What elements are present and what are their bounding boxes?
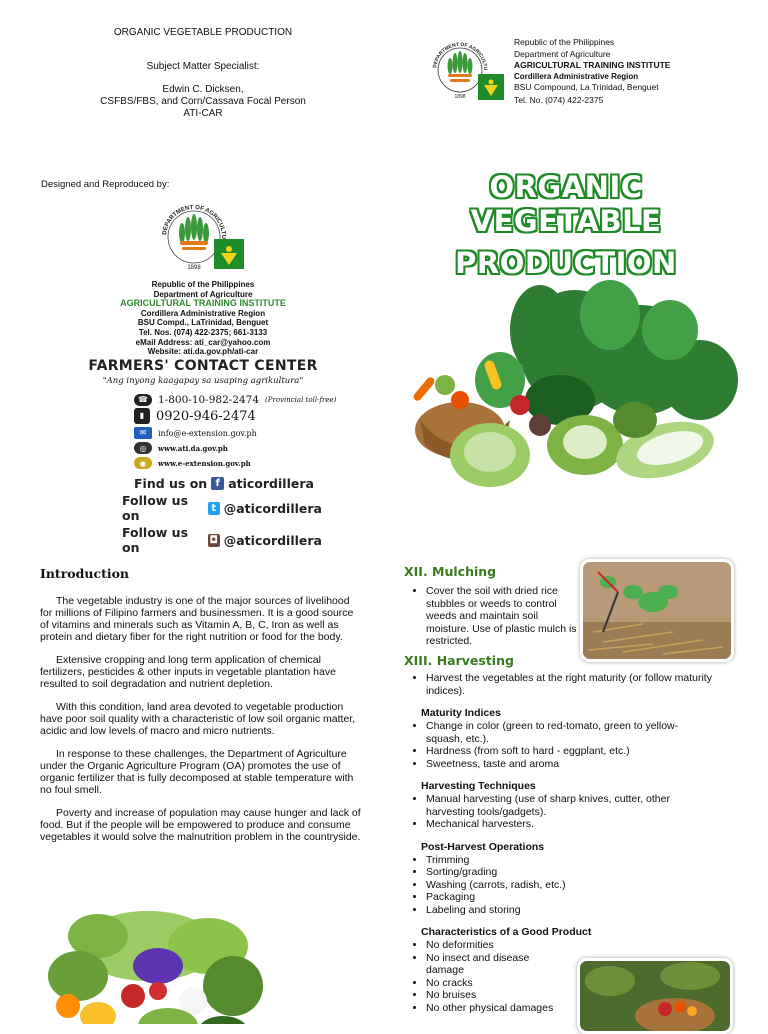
logo-year: 1898 (187, 265, 201, 271)
social-links (122, 476, 322, 555)
post-harvest-item: • Packaging (426, 891, 714, 904)
front-header-address (514, 37, 734, 107)
intro-p3: With this condition, land area devoted to vegetable production have poor soil quality with a characteristic of low soil organic matter, acidic and low levels of macro and micro nutrients. (40, 701, 356, 737)
mulching-photo (580, 559, 734, 662)
vegetable-basket-image (400, 270, 745, 505)
cover-title (398, 170, 734, 280)
specialist-role: CSFBS/FBS, and Corn/Cassava Focal Person (100, 96, 306, 107)
post-harvest-item: • Labeling and storing (426, 904, 714, 917)
farmers-contact-center (60, 358, 346, 386)
specialist-label: Subject Matter Specialist: (146, 61, 260, 72)
logo-year-small: 1898 (454, 94, 466, 100)
mobile-icon: ▮ (134, 408, 150, 424)
facebook-icon[interactable]: f (211, 477, 224, 490)
ig-handle[interactable]: @aticordillera (223, 532, 322, 548)
good-product-list (404, 939, 558, 1014)
post-harvest-list (404, 854, 714, 917)
cover-title-line2: PRODUCTION (455, 246, 677, 280)
front-line6: Tel. No. (074) 422-2375 (514, 95, 604, 105)
fcc-mobile: 0920-946-2474 (156, 408, 256, 424)
web-icon: ◉ (134, 457, 152, 469)
logo-ring-text: DEPARTMENT OF AGRICULTU (162, 204, 227, 239)
fcc-contacts (134, 394, 344, 469)
ati-address-block (80, 280, 326, 357)
ati-line7: eMail Address: ati_car@yahoo.com (135, 337, 271, 347)
introduction-section (40, 566, 362, 854)
techniques-list (404, 793, 714, 831)
da-ati-logo-small (430, 36, 510, 102)
tw-prefix: Follow us on (122, 493, 189, 523)
mulching-section (404, 564, 580, 648)
maturity-item: • Hardness (from soft to hard - eggplant, etc.) (426, 745, 714, 758)
specialist-name: Edwin C. Dicksen, (162, 84, 244, 95)
fcc-site1[interactable]: www.ati.da.gov.ph (158, 443, 228, 453)
fcc-title: FARMERS' CONTACT CENTER (88, 358, 318, 374)
twitter-icon[interactable]: t (208, 502, 220, 515)
specialist-org: ATI-CAR (183, 108, 223, 119)
instagram-icon[interactable]: ◘ (209, 534, 218, 546)
intro-p1: The vegetable industry is one of the major sources of livelihood for millions of Filipino farmers and businessmen. It is a good source of vitamins and minerals such as Vitamin A, B, C, Iron as well as protein and dietary fiber for the right nutrition or food for the body. (40, 595, 354, 643)
ig-prefix: Follow us on (122, 525, 189, 555)
fcc-tollfree-note: (Provincial toll-free) (265, 396, 337, 404)
good-product-title: Characteristics of a Good Product (421, 926, 592, 938)
intro-p5: Poverty and increase of population may cause hunger and lack of food. But if the people will be empowered to produce and consume vegetables it would solve the malnutrition problem in the countryside. (40, 807, 361, 843)
technique-item: • Mechanical harvesters. (426, 818, 714, 831)
phone-icon: ☎ (134, 394, 152, 406)
good-product-item: • No bruises (426, 989, 558, 1002)
good-product-item: • No insect and disease damage (426, 952, 558, 977)
fb-handle[interactable]: aticordillera (228, 476, 314, 491)
ati-line3: AGRICULTURAL TRAINING INSTITUTE (120, 298, 286, 309)
maturity-item: • Sweetness, taste and aroma (426, 758, 714, 771)
techniques-title: Harvesting Techniques (421, 780, 536, 792)
technique-item: • Manual harvesting (use of sharp knives, cutter, other harvesting tools/gadgets). (426, 793, 714, 818)
back-title: ORGANIC VEGETABLE PRODUCTION (113, 27, 293, 38)
mulching-text: • Cover the soil with dried rice stubbles or weeds to control weeds and maintain soil moisture. Use of plastic mulch is restricted. (426, 585, 580, 648)
fcc-tagline: "Ang inyong kaagapay sa usaping agrikultura" (102, 376, 304, 386)
fcc-tollfree: 1-800-10-982-2474 (158, 394, 260, 406)
post-harvest-title: Post-Harvest Operations (421, 840, 545, 853)
da-ati-logo (158, 195, 248, 275)
post-harvest-item: • Sorting/grading (426, 866, 714, 879)
ati-line6: Tel. Nos. (074) 422-2375; 661-3133 (138, 327, 268, 337)
intro-p2: Extensive cropping and long term application of chemical fertilizers, pesticides & other inputs in vegetable plantation have resulted to soil degradation and nutrient depletion. (40, 654, 336, 690)
front-line4: Cordillera Administrative Region (514, 71, 639, 81)
good-product-item: • No other physical damages (426, 1002, 558, 1015)
harvesting-heading: XIII. Harvesting (404, 653, 514, 668)
intro-heading: Introduction (40, 566, 130, 581)
back-panel-header (40, 27, 366, 120)
vegetables-pile-image (38, 906, 263, 1024)
fcc-email[interactable]: info@e-extension.gov.ph (158, 428, 257, 438)
harvest-basket-photo (577, 958, 733, 1034)
fcc-site2[interactable]: www.e-extension.gov.ph (158, 458, 251, 468)
ati-line2: Department of Agriculture (153, 289, 253, 299)
ati-line4: Cordillera Administrative Region (140, 308, 266, 318)
logo-ring-text-small: DEPARTMENT OF AGRICULTU (432, 41, 489, 71)
harvesting-text: • Harvest the vegetables at the right maturity (or follow maturity indices). (426, 672, 714, 697)
good-product-item: • No deformities (426, 939, 558, 952)
mulching-heading: XII. Mulching (404, 564, 497, 579)
designed-by-label: Designed and Reproduced by: (41, 179, 170, 190)
post-harvest-item: • Trimming (426, 854, 714, 867)
ati-line1: Republic of the Philippines (151, 280, 255, 289)
front-line3: AGRICULTURAL TRAINING INSTITUTE (514, 60, 671, 70)
ati-line5: BSU Compd., LaTrinidad, Benguet (137, 318, 269, 328)
front-line5: BSU Compound, La Trinidad, Benguet (514, 81, 659, 92)
globe-icon: ◎ (134, 442, 152, 454)
maturity-item: • Change in color (green to red-tomato, green to yellow-squash, etc.). (426, 720, 714, 745)
front-line2: Department of Agriculture (514, 48, 611, 59)
cover-title-line1: ORGANIC VEGETABLE (470, 170, 662, 238)
intro-p4: In response to these challenges, the Department of Agriculture under the Organic Agriculture Program (OA) promotes the use of organic fertilizer that is fully decomposed at stable temperature with no foul smell. (40, 748, 354, 796)
tw-handle[interactable]: @aticordillera (223, 500, 322, 516)
email-icon: ✉ (134, 427, 152, 439)
maturity-list (404, 720, 714, 770)
ati-line8: Website: ati.da.gov.ph/ati-car (147, 347, 259, 357)
fb-prefix: Find us on (134, 476, 208, 491)
front-line1: Republic of the Philippines (514, 37, 615, 47)
maturity-title: Maturity Indices (421, 707, 501, 719)
post-harvest-item: • Washing (carrots, radish, etc.) (426, 879, 714, 892)
good-product-item: • No cracks (426, 977, 558, 990)
